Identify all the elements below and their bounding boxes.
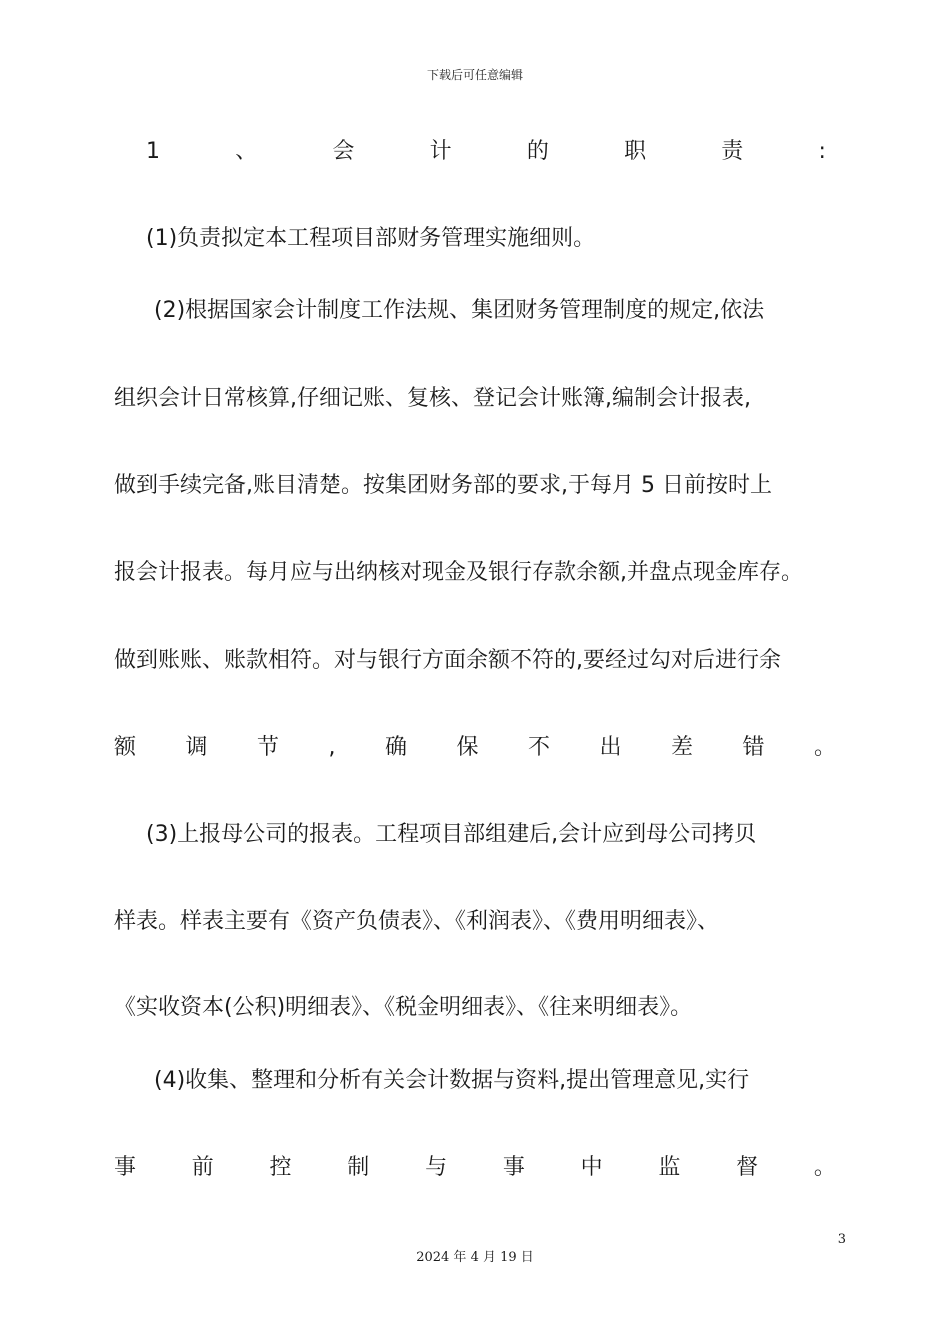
spread-char: 督 [736,1155,759,1180]
paragraph-4-line-2 [114,1153,836,1183]
spread-char: 前 [191,1155,214,1180]
paragraph-2-line-6 [114,733,836,763]
heading-char: 计 [429,139,452,164]
spread-char: 保 [456,735,479,760]
heading-char: 职 [624,139,647,164]
paragraph-2-line-3: 做到手续完备,账目清楚。按集团财务部的要求,于每月 5 日前按时上 [114,473,772,498]
spread-char: 事 [114,1155,137,1180]
spread-char: 。 [813,1155,836,1180]
section-heading [146,137,826,167]
heading-char: 责 [721,139,744,164]
spread-char: 节 [257,735,280,760]
spread-char: 与 [425,1155,448,1180]
spread-char: 事 [502,1155,525,1180]
heading-char: 、 [235,139,258,164]
spread-char: 制 [347,1155,370,1180]
spread-char: 差 [670,735,693,760]
paragraph-1: (1)负责拟定本工程项目部财务管理实施细则。 [146,226,596,251]
paragraph-4-line-1: (4)收集、整理和分析有关会计数据与资料,提出管理意见,实行 [154,1068,750,1093]
spread-char: , [328,735,336,760]
spread-char: 中 [580,1155,603,1180]
heading-char: : [818,139,826,164]
heading-char: 的 [526,139,549,164]
spread-char: 错 [742,735,765,760]
page-number: 3 [837,1232,846,1247]
paragraph-2-line-1: (2)根据国家会计制度工作法规、集团财务管理制度的规定,依法 [154,298,765,323]
paragraph-2-line-5: 做到账账、账款相符。对与银行方面余额不符的,要经过勾对后进行余 [114,648,781,673]
spread-char: 额 [114,735,137,760]
paragraph-3-line-2: 样表。样表主要有《资产负债表》、《利润表》、《费用明细表》、 [114,909,720,934]
paragraph-2-line-2: 组织会计日常核算,仔细记账、复核、登记会计账簿,编制会计报表, [114,386,751,411]
spread-char: 控 [269,1155,292,1180]
spread-char: 确 [384,735,407,760]
footer-date: 2024 年 4 月 19 日 [416,1250,534,1265]
page-header: 下载后可任意编辑 [426,68,523,82]
spread-char: 出 [599,735,622,760]
heading-char: 会 [332,139,355,164]
heading-char: 1 [146,139,160,164]
paragraph-3-line-3: 《实收资本(公积)明细表》、《税金明细表》、《往来明细表》。 [114,995,693,1020]
paragraph-3-line-1: (3)上报母公司的报表。工程项目部组建后,会计应到母公司拷贝 [146,822,757,847]
paragraph-2-line-4: 报会计报表。每月应与出纳核对现金及银行存款余额,并盘点现金库存。 [114,560,803,585]
spread-char: 。 [813,735,836,760]
spread-char: 监 [658,1155,681,1180]
spread-char: 调 [185,735,208,760]
spread-char: 不 [527,735,550,760]
